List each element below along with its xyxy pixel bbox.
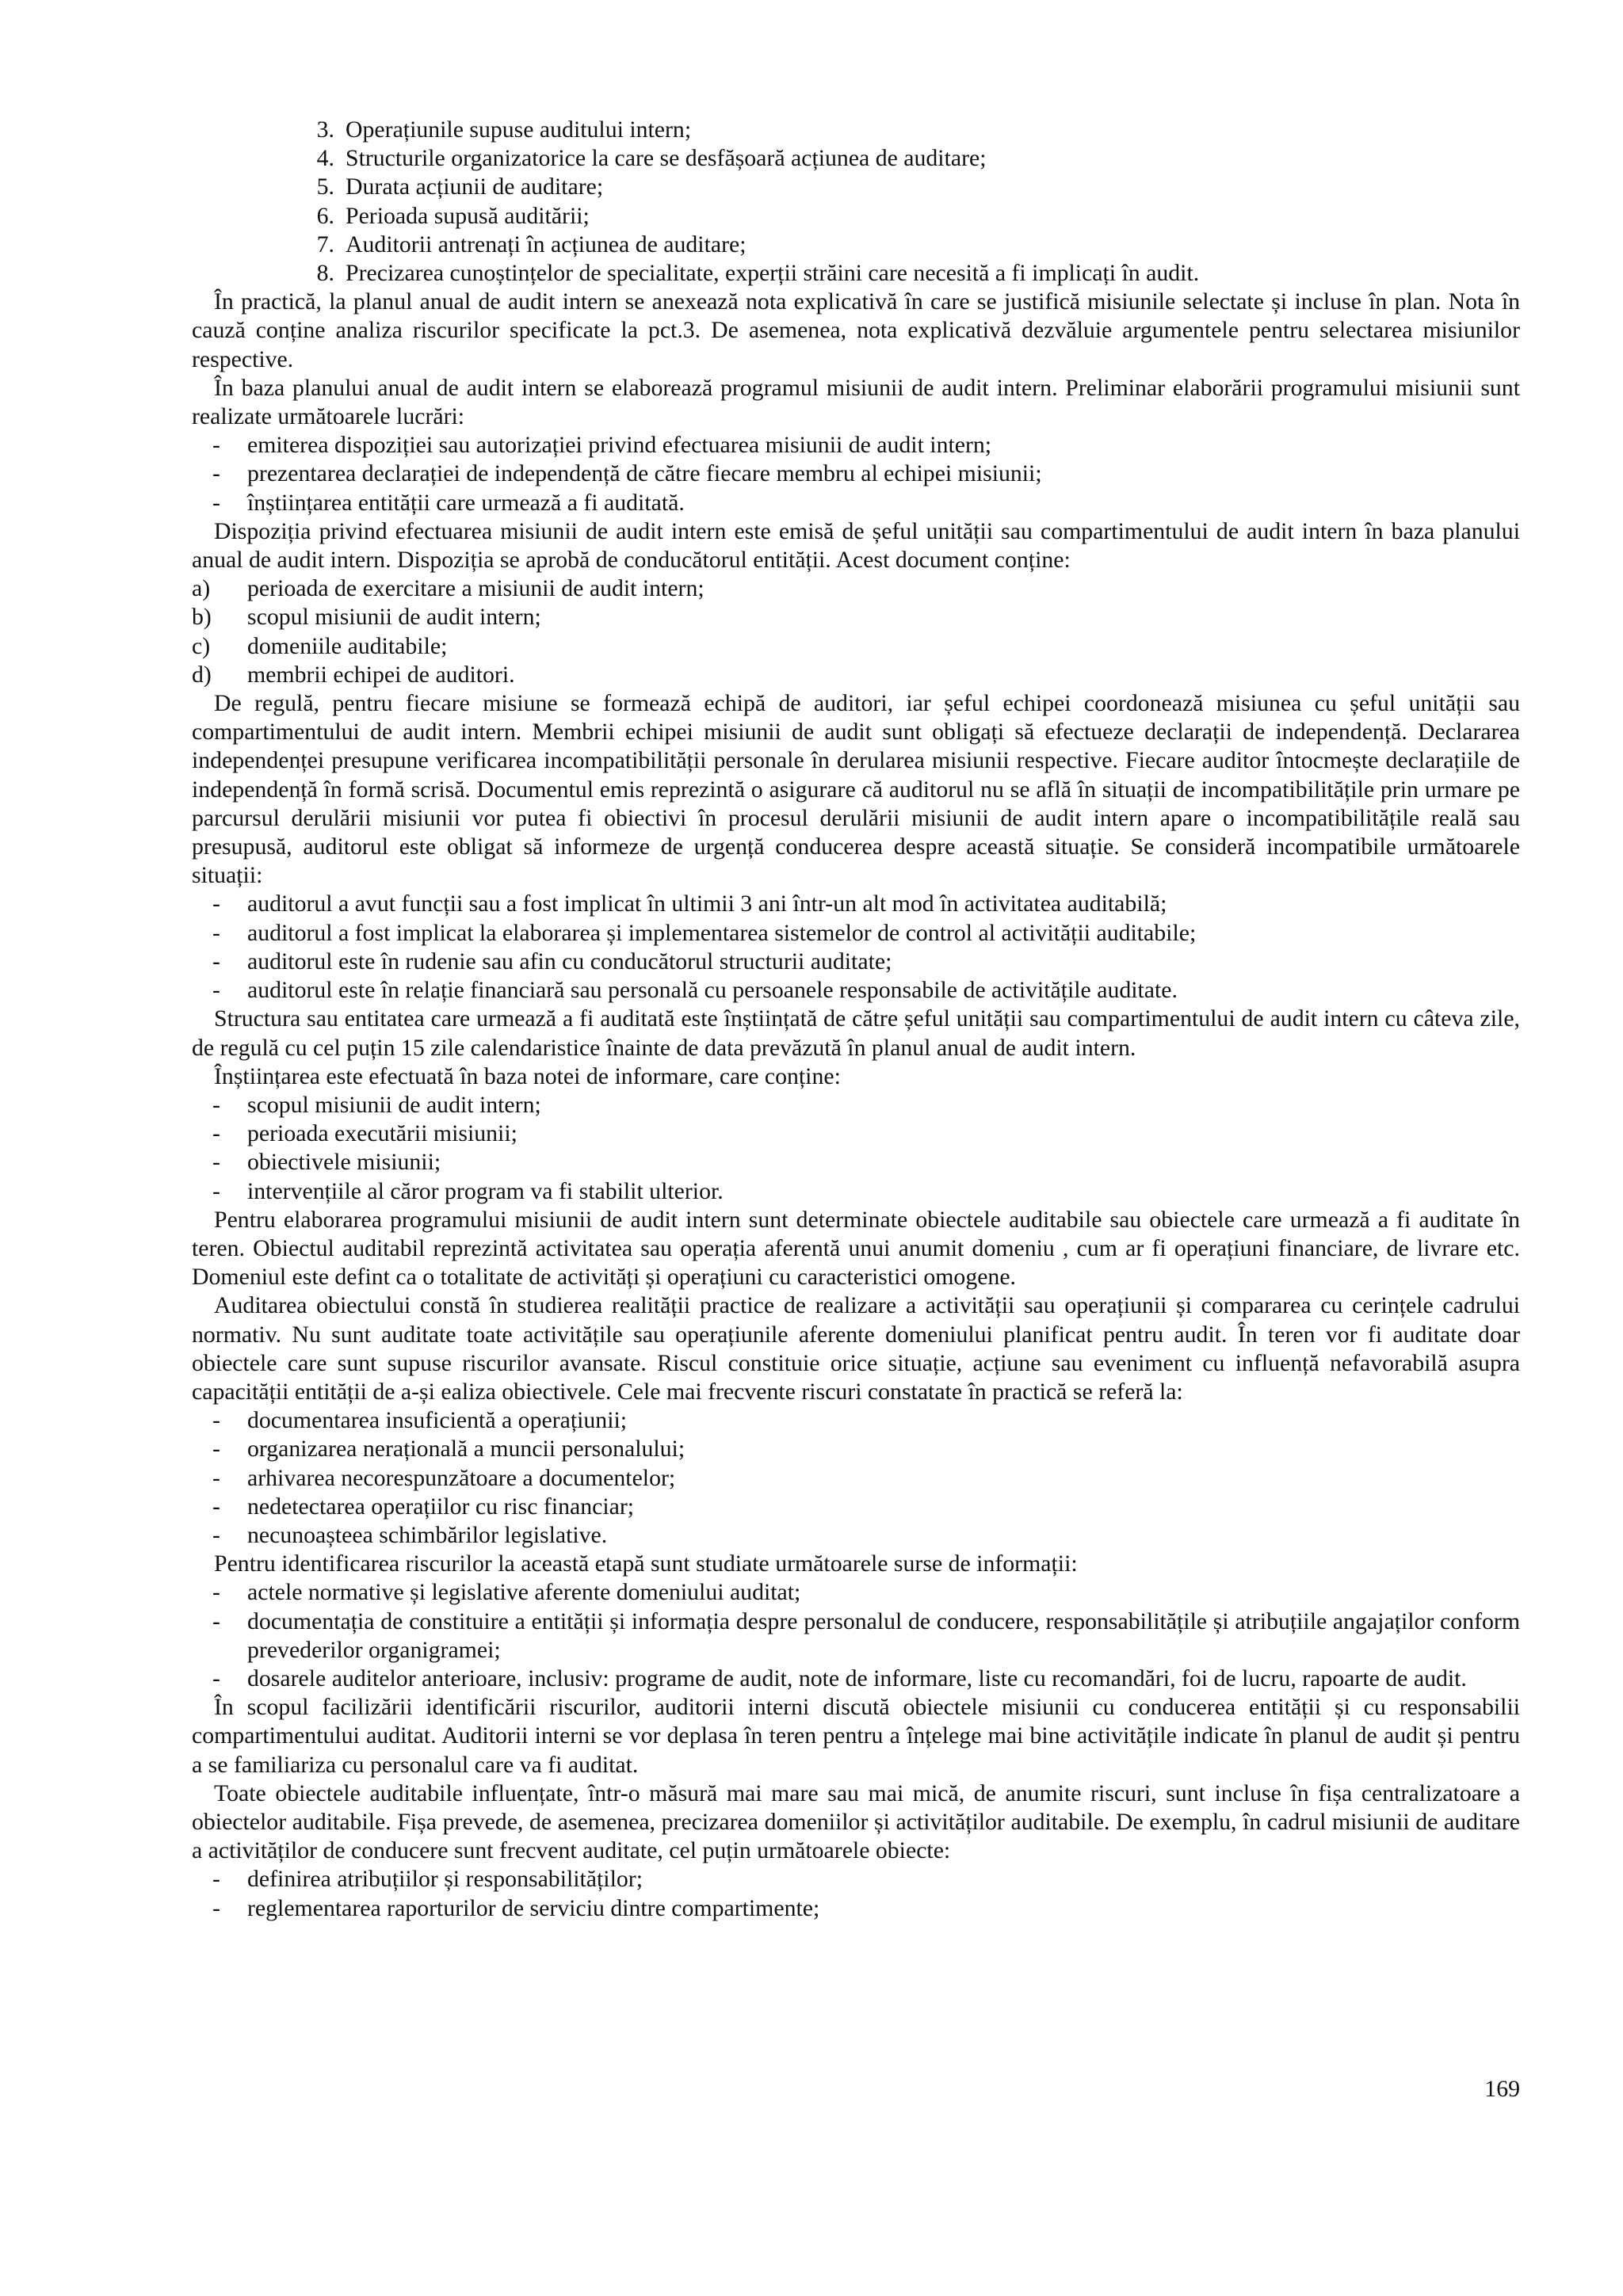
numbered-item: 8. Precizarea cunoștințelor de specialitate, experții străini care necesită a fi implicați în audit. [316, 260, 1200, 287]
numbered-item: 5. Durata acțiunii de auditare; [316, 174, 604, 200]
list-item: - înștiințarea entității care urmează a fi auditată. [212, 489, 685, 516]
paragraph: Înștiințarea este efectuată în baza notei de informare, care conține: [214, 1062, 841, 1089]
list-item: - auditorul este în rudenie sau afin cu conducătorul structurii auditate; [212, 948, 892, 974]
paragraph: Auditarea obiectului constă în studierea realității practice de realizare a activității sau operațiunii și compararea cu cerințele cadrului normativ. Nu sunt auditate toate activitățile sau operațiunile aferente domeniului planificat pentru audit. În teren vor fi auditate doar obiectele care sunt supuse riscurilor avansate. Riscul constituie orice situație, acțiune sau eveniment cu influență nefavorabilă asupra capacității entității de a-și ealiza obiectivele. Cele mai frecvente riscuri constatate în practică se referă la: [192, 1292, 1520, 1405]
list-item: - auditorul a avut funcții sau a fost implicat în ultimii 3 ani într-un alt mod în activitatea auditabilă; [212, 891, 1167, 917]
paragraph: Dispoziția privind efectuarea misiunii de audit intern este emisă de șeful unității sau compartimentului de audit intern în baza planului anual de audit intern. Dispoziția se aprobă de conducătorul entității. Acest document conține: [192, 517, 1520, 574]
lettered-item: c) domeniile auditabile; [192, 632, 448, 659]
paragraph: În practică, la planul anual de audit intern se anexează nota explicativă în care se justifică misiunile selectate și incluse în plan. Nota în cauză conține analiza riscurilor specificate la pct.3. De asemenea, nota explicativă dezvăluie argumentele pentru selectarea misiunilor respective. [192, 288, 1520, 372]
list-item: - nedetectarea operațiilor cu risc financiar; [212, 1493, 635, 1520]
list-item: - reglementarea raporturilor de serviciu dintre compartimente; [212, 1894, 820, 1921]
numbered-item: 6. Perioada supusă auditării; [316, 202, 590, 229]
paragraph: De regulă, pentru fiecare misiune se formează echipă de auditori, iar șeful echipei coordonează misiunea cu șeful unității sau compartimentului de audit intern. Membrii echipei misiunii de audit sunt obligați să efectueze declarații de independență. Declararea independenței presupune verificarea incompatibilității personale în derularea misiunii respective. Fiecare auditor întocmește declarațiile de independență în formă scrisă. Documentul emis reprezintă o asigurare că auditorul nu se află în situații de incompatibilitățile prin urmare pe parcursul derulării misiunii vor putea fi obiectivi în procesul derulării misiunii de audit intern apare o incompatibilitățile reală sau presupusă, auditorul este obligat să informeze de urgență conducerea despre această situație. Se consideră incompatibile următoarele situații: [192, 690, 1520, 889]
list-item: - arhivarea necorespunzătoare a documentelor; [212, 1464, 676, 1491]
paragraph: În scopul facilizării identificării riscurilor, auditorii interni discută obiectele misiunii cu conducerea entității și cu responsabilii compartimentului auditat. Auditorii interni se vor deplasa în teren pentru a înțelege mai bine activitățile indicate în planul de audit și pentru a se familiariza cu personalul care va fi auditat. [192, 1694, 1520, 1778]
list-item: - documentarea insuficientă a operațiunii; [212, 1407, 628, 1434]
list-item: - prezentarea declarației de independență de către fiecare membru al echipei misiunii; [212, 460, 1042, 487]
list-item: - definirea atribuțiilor și responsabilităților; [212, 1866, 643, 1893]
lettered-item: d) membrii echipei de auditori. [192, 661, 515, 688]
paragraph: Structura sau entitatea care urmează a fi auditată este înștiințată de către șeful unității sau compartimentului de audit intern cu câteva zile, de regulă cu cel puțin 15 zile calendaristice înainte de data prevăzută în planul anual de audit intern. [192, 1005, 1520, 1061]
page-number: 169 [1484, 2076, 1520, 2102]
numbered-item: 3. Operațiunile supuse auditului intern; [316, 116, 692, 143]
list-item: - documentația de constituire a entității și informația despre personalul de conducere, responsabilitățile și atribuțiile angajaților conform prevederilor organigramei; [212, 1608, 1520, 1663]
list-item: - emiterea dispoziției sau autorizației privind efectuarea misiunii de audit intern; [212, 432, 992, 459]
lettered-item: a) perioada de exercitare a misiunii de audit intern; [192, 575, 705, 602]
list-item: - perioada executării misiunii; [212, 1120, 517, 1147]
list-item: - scopul misiunii de audit intern; [212, 1091, 541, 1118]
list-item: - intervențiile al căror program va fi stabilit ulterior. [212, 1177, 724, 1204]
paragraph: Toate obiectele auditabile influențate, într-o măsură mai mare sau mai mică, de anumite riscuri, sunt incluse în fișa centralizatoare a obiectelor auditabile. Fișa prevede, de asemenea, precizarea domeniilor și activităților auditabile. De exemplu, în cadrul misiunii de auditare a activităților de conducere sunt frecvent auditate, cel puțin următoarele obiecte: [192, 1779, 1520, 1864]
list-item: - dosarele auditelor anterioare, inclusiv: programe de audit, note de informare, liste cu recomandări, foi de lucru, rapoarte de audit. [212, 1665, 1467, 1691]
document-page [192, 116, 1520, 1923]
list-item: - actele normative și legislative aferente domeniului auditat; [212, 1579, 801, 1606]
numbered-item: 4. Structurile organizatorice la care se desfășoară acțiunea de auditare; [316, 145, 987, 172]
paragraph: Pentru elaborarea programului misiunii de audit intern sunt determinate obiectele auditabile sau obiectele care urmează a fi auditate în teren. Obiectul auditabil reprezintă activitatea sau operația aferentă unui anumit domeniu , cum ar fi operațiuni financiare, de livrare etc. Domeniul este defint ca o totalitate de activități și operațiuni cu caracteristici omogene. [192, 1206, 1520, 1291]
numbered-item: 7. Auditorii antrenați în acțiunea de auditare; [316, 231, 747, 257]
paragraph: În baza planului anual de audit intern se elaborează programul misiunii de audit intern. Preliminar elaborării programului misiunii sunt realizate următoarele lucrări: [192, 374, 1520, 430]
list-item: - auditorul a fost implicat la elaborarea și implementarea sistemelor de control al activității auditabile; [212, 919, 1197, 946]
list-item: - obiectivele misiunii; [212, 1149, 441, 1176]
list-item: - necunoașteea schimbărilor legislative. [212, 1521, 608, 1548]
paragraph: Pentru identificarea riscurilor la această etapă sunt studiate următoarele surse de informații: [214, 1550, 1078, 1577]
lettered-item: b) scopul misiunii de audit intern; [192, 604, 541, 631]
list-item: - auditorul este în relație financiară sau personală cu persoanele responsabile de activitățile auditate. [212, 977, 1178, 1004]
list-item: - organizarea nerațională a muncii personalului; [212, 1436, 685, 1463]
